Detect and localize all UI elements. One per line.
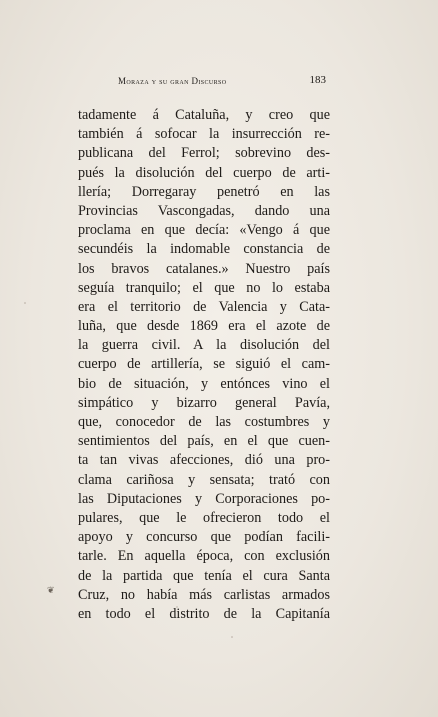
text-line: las Diputaciones y Corporaciones po- (78, 490, 330, 507)
paper-speck (176, 606, 178, 608)
ornament-icon: ❦ (47, 585, 55, 595)
paper-speck (231, 636, 233, 638)
text-line: ta tan vivas afecciones, dió una pro- (78, 452, 330, 469)
text-line: de la partida que tenía el cura Santa (78, 567, 330, 584)
text-line: era el territorio de Valencia y Cata- (78, 298, 330, 315)
paper-speck (24, 302, 26, 304)
text-line: en todo el distrito de la Capitanía (78, 605, 330, 622)
text-line: publicana del Ferrol; sobrevino des- (78, 145, 330, 162)
body-text (78, 106, 330, 624)
text-line: llería; Dorregaray penetró en las (78, 183, 330, 200)
text-line: también á sofocar la insurrección re- (78, 126, 330, 143)
running-head (78, 74, 330, 90)
text-line: sentimientos del país, en el que cuen- (78, 433, 330, 450)
text-line: simpático y bizarro general Pavía, (78, 394, 330, 411)
text-line: bio de situación, y entónces vino el (78, 375, 330, 392)
page-number: 183 (309, 74, 326, 86)
text-line: tadamente á Cataluña, y creo que (78, 107, 330, 123)
running-title: Moraza y su gran Discurso (118, 76, 227, 86)
text-line: seguía tranquilo; el que no lo estaba (78, 279, 330, 296)
text-line: la guerra civil. A la disolución del (78, 337, 330, 354)
text-line: cuerpo de artillería, se siguió el cam- (78, 356, 330, 373)
text-line: que, conocedor de las costumbres y (78, 414, 330, 430)
text-line: tarle. En aquella época, con exclusión (78, 548, 330, 565)
text-line: proclama en que decía: «Vengo á que (78, 222, 330, 239)
text-line: Provincias Vascongadas, dando una (78, 202, 330, 219)
text-line: Cruz, no había más carlistas armados (78, 586, 330, 603)
text-line: luña, que desde 1869 era el azote de (78, 318, 330, 335)
text-line: pulares, que le ofrecieron todo el (78, 509, 330, 526)
text-line: clama cariñosa y sensata; trató con (78, 471, 330, 488)
text-line: los bravos catalanes.» Nuestro país (78, 260, 330, 277)
text-line: secundéis la indomable constancia de (78, 241, 330, 258)
text-line: apoyo y concurso que podían facili- (78, 529, 330, 546)
text-line: pués la disolución del cuerpo de arti- (78, 164, 330, 181)
